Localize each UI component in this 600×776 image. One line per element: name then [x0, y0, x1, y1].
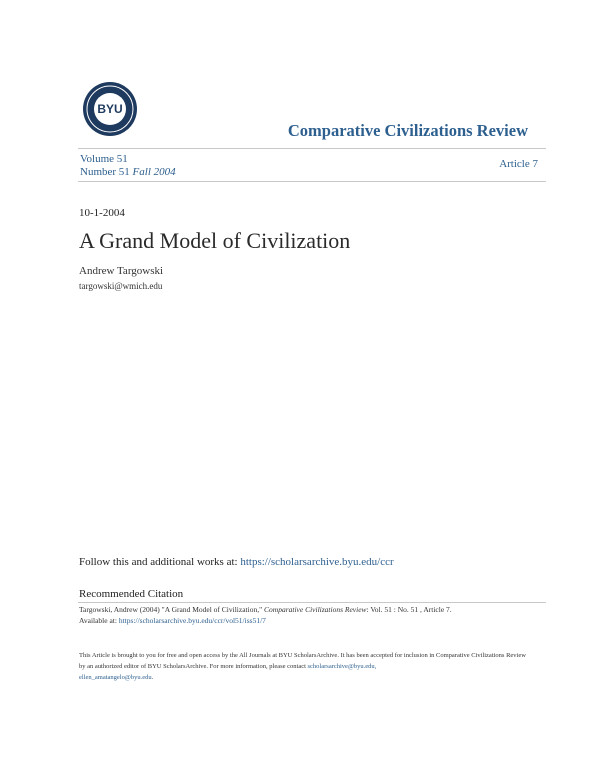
notice-end: .: [151, 674, 154, 681]
logo-text: BYU: [97, 102, 123, 116]
available-link[interactable]: https://scholarsarchive.byu.edu/ccr/vol51/iss51/7: [118, 616, 266, 625]
article-link[interactable]: Article 7: [499, 158, 538, 170]
divider: [78, 148, 546, 149]
issue-number[interactable]: [80, 166, 176, 178]
recommended-citation-heading: Recommended Citation: [79, 588, 184, 600]
notice-text: This Article is brought to you for free and open access by the All Journals at BYU ScholarsArchive. It has been accepted for inclusion in Comparative Civilizations Review by an authorized editor of BYU ScholarsArchive. For more information, please contact: [79, 652, 526, 670]
season-link[interactable]: Fall 2004: [132, 166, 176, 178]
citation-post: : Vol. 51 : No. 51 , Article 7.: [366, 605, 452, 614]
citation-pre: Targowski, Andrew (2004) "A Grand Model of Civilization,": [79, 605, 265, 614]
volume-link[interactable]: Volume 51: [80, 153, 128, 165]
citation-text: [79, 605, 452, 615]
open-access-notice: [79, 650, 529, 683]
divider: [78, 602, 546, 603]
author-name: Andrew Targowski: [79, 265, 164, 277]
follow-line: [79, 556, 394, 568]
follow-link[interactable]: https://scholarsarchive.byu.edu/ccr: [240, 556, 394, 568]
journal-title[interactable]: Comparative Civilizations Review: [287, 121, 528, 140]
follow-label: Follow this and additional works at:: [79, 556, 241, 568]
byu-logo-seal: [82, 81, 138, 137]
contact-email-2[interactable]: ellen_amatangelo@byu.edu: [79, 674, 152, 681]
citation-journal: Comparative Civilizations Review: [264, 605, 367, 614]
number-link[interactable]: Number 51: [80, 166, 130, 178]
author-email: targowski@wmich.edu: [79, 281, 163, 291]
available-label: Available at:: [79, 616, 119, 625]
article-title: A Grand Model of Civilization: [79, 228, 351, 253]
available-at: [79, 616, 266, 625]
publication-date: 10-1-2004: [79, 207, 125, 219]
contact-email-1[interactable]: scholarsarchive@byu.edu,: [307, 663, 377, 670]
divider: [78, 181, 546, 182]
